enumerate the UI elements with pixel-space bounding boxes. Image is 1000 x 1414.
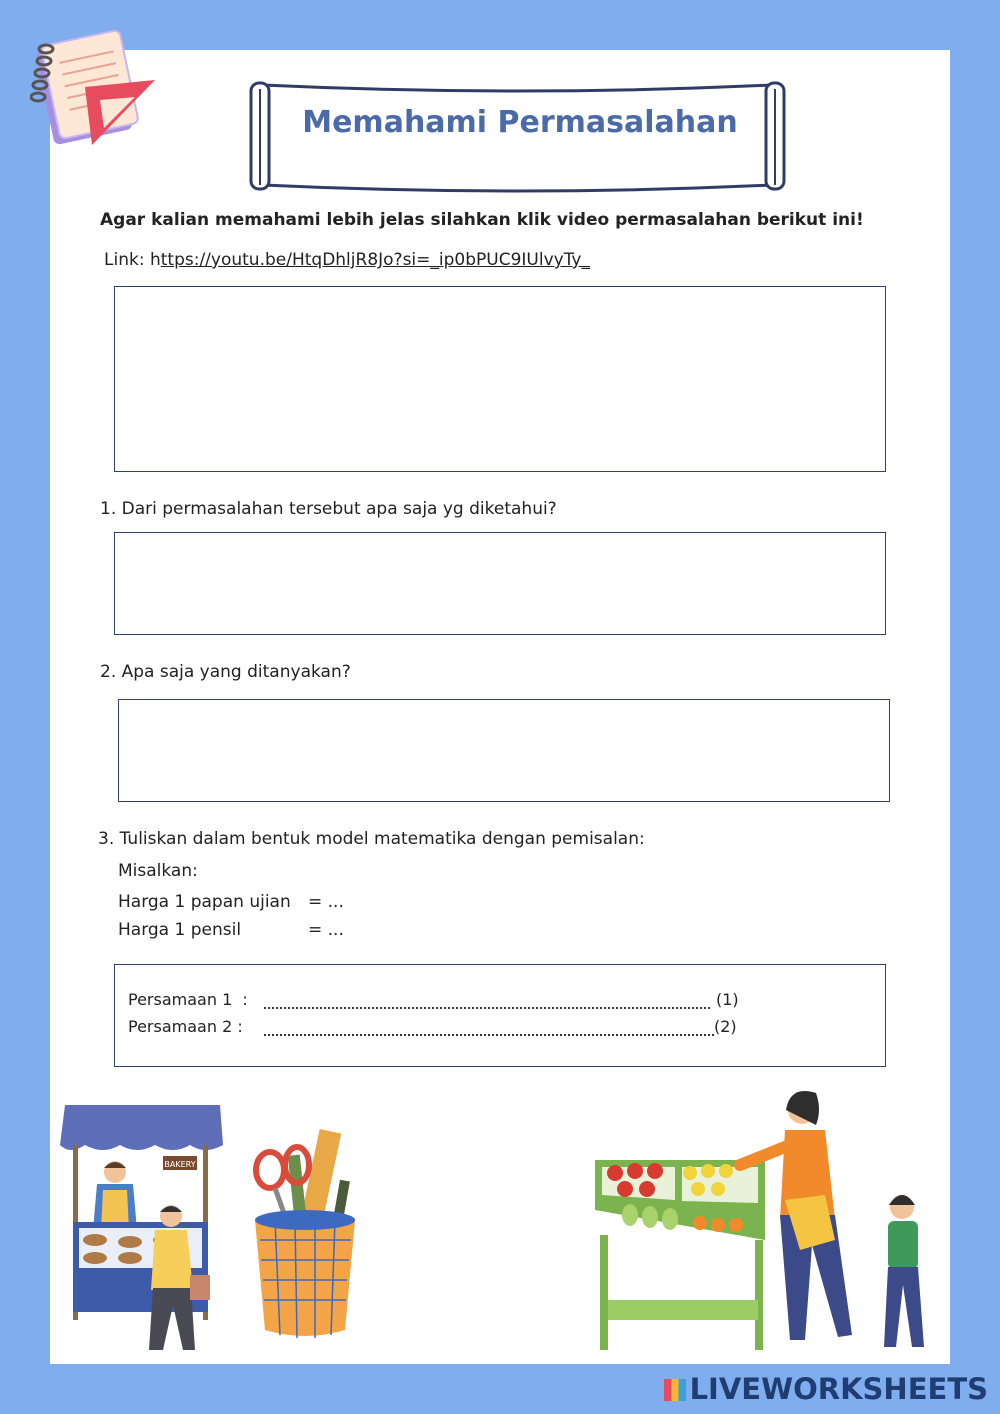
equations-box [114,964,886,1067]
link-url[interactable]: ttps://youtu.be/HtqDhljR8Jo?si=_ip0bPUC9IUlvyTy_ [160,250,590,270]
assume-row-1-label: Harga 1 papan ujian [118,892,291,912]
bakery-sign-text: BAKERY [164,1160,196,1169]
intro-instruction: Agar kalian memahami lebih jelas silahkan klik video permasalahan berikut ini! [100,210,864,230]
fruit-stand-illustration [590,1085,935,1360]
equation-2-number: (2) [714,1017,737,1036]
link-label: Link: h [104,250,161,270]
equation-1-number: (1) [716,990,739,1009]
question-1: 1. Dari permasalahan tersebut apa saja yg diketahui? [100,499,557,519]
assume-row-1-value[interactable]: = ... [308,892,344,912]
answer-box-2[interactable] [118,699,890,802]
bakery-stall-illustration [55,1100,230,1360]
liveworksheets-logo[interactable] [664,1372,988,1406]
notebook-ruler-icon [30,25,165,150]
video-embed-box[interactable] [114,286,886,472]
question-3: 3. Tuliskan dalam bentuk model matematika dengan pemisalan: [98,829,645,849]
pencil-cup-illustration [245,1120,365,1345]
brand-icon [664,1379,686,1401]
answer-box-1[interactable] [114,532,886,635]
equation-1-label: Persamaan 1 : [128,990,248,1009]
assume-row-2-label: Harga 1 pensil [118,920,242,940]
page-title: Memahami Permasalahan [302,105,738,140]
assume-heading: Misalkan: [118,861,198,881]
equation-2-field[interactable] [264,1021,714,1040]
equation-1-field[interactable] [264,994,710,1013]
question-2: 2. Apa saja yang ditanyakan? [100,662,351,682]
video-link[interactable] [104,250,590,270]
brand-name: LIVEWORKSHEETS [689,1372,988,1406]
assume-row-2-value[interactable]: = ... [308,920,344,940]
equation-2-label: Persamaan 2 : [128,1017,243,1036]
